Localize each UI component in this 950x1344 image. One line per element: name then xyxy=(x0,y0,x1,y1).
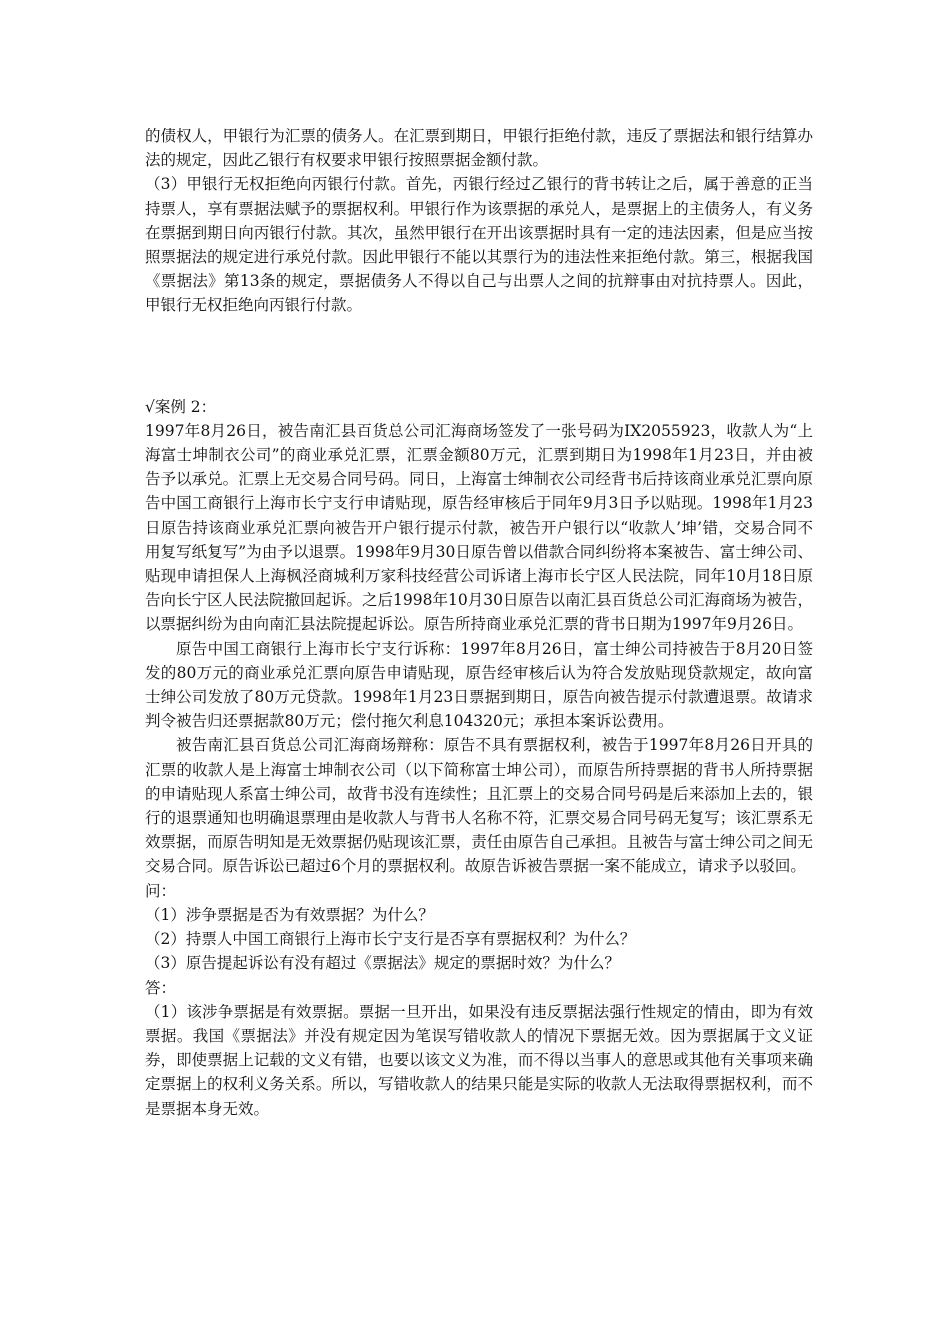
blank-space xyxy=(145,318,813,395)
paragraph-previous-answer-end: 的债权人，甲银行为汇票的债务人。在汇票到期日，甲银行拒绝付款，违反了票据法和银行结算办法的规定，因此乙银行有权要求甲银行按照票据金额付款。 xyxy=(145,127,813,170)
answer-label: 答： xyxy=(145,978,177,997)
paragraph-defendant-defense: 被告南汇县百货总公司汇海商场辩称：原告不具有票据权利，被告于1997年8月26日开具的汇票的收款人是上海富士坤制衣公司（以下简称富士坤公司），而原告所持票据的背书人所持票据的申请贴现人系富士绅公司，故背书没有连续性；且汇票上的交易合同号码是后来添加上去的，银行的退票通知也明确退票理由是收款人与背书人名称不符，汇票交易合同号码无复写；该汇票系无效票据，而原告明知是无效票据仍贴现该汇票，责任由原告自己承担。且被告与富士绅公司之间无交易合同。原告诉讼已超过6个月的票据权利。故原告诉被告票据一案不能成立，请求予以驳回。 xyxy=(145,736,813,876)
paragraph-case-facts: 1997年8月26日，被告南汇县百货总公司汇海商场签发了一张号码为IX2055923，收款人为“上海富士坤制衣公司”的商业承兑汇票，汇票金额80万元，汇票到期日为1998年1月23日，并由被告予以承兑。汇票上无交易合同号码。同日，上海富士绅制衣公司经背书后持该商业承兑汇票向原告中国工商银行上海市长宁支行申请贴现，原告经审核后于同年9月3日予以贴现。1998年1月23日原告持该商业承兑汇票向被告开户银行提示付款，被告开户银行以“收款人’坤’错，交易合同不用复写纸复写”为由予以退票。1998年9月30日原告曾以借款合同纠纷将本案被告、富士绅公司、贴现申请担保人上海枫泾商城利万家科技经营公司诉诸上海市长宁区人民法院，同年10月18日原告向长宁区人民法院撤回起诉。之后1998年10月30日原告以南汇县百货总公司汇海商场为被告，以票据纠纷为由向南汇县法院提起诉讼。原告所持商业承兑汇票的背书日期为1997年9月26日。 xyxy=(145,421,813,634)
paragraph-plaintiff-claim: 原告中国工商银行上海市长宁支行诉称：1997年8月26日，富士绅公司持被告于8月20日签发的80万元的商业承兑汇票向原告申请贴现，原告经审核后认为符合发放贴现贷款规定，故向富士绅公司发放了80万元贷款。1998年1月23日票据到期日，原告向被告提示付款遭退票。故请求判令被告归还票据款80万元；偿付拖欠利息104320元；承担本案诉讼费用。 xyxy=(145,639,813,731)
question-3: （3）原告提起诉讼有没有超过《票据法》规定的票据时效？为什么？ xyxy=(145,954,620,973)
question-label: 问： xyxy=(145,881,177,900)
document-body xyxy=(145,124,813,1121)
answer-1: （1）该涉争票据是有效票据。票据一旦开出，如果没有违反票据法强行性规定的情由，即为有效票据。我国《票据法》并没有规定因为笔误写错收款人的情况下票据无效。因为票据属于文义证券，即使票据上记载的文义有错，也要以该文义为准，而不得以当事人的意思或其他有关事项来确定票据上的权利义务关系。所以，写错收款人的结果只能是实际的收款人无法取得票据权利，而不是票据本身无效。 xyxy=(145,1002,813,1118)
case-title: √案例 2： xyxy=(145,397,217,416)
question-1: （1）涉争票据是否为有效票据？为什么？ xyxy=(145,905,434,924)
question-2: （2）持票人中国工商银行上海市长宁支行是否享有票据权利？为什么？ xyxy=(145,930,636,949)
paragraph-answer-3: （3）甲银行无权拒绝向丙银行付款。首先，丙银行经过乙银行的背书转让之后，属于善意的正当持票人，享有票据法赋予的票据权利。甲银行作为该票据的承兑人，是票据上的主债务人，有义务在票据到期日向丙银行付款。其次，虽然甲银行在开出该票据时具有一定的违法因素，但是应当按照票据法的规定进行承兑付款。因此甲银行不能以其票行为的违法性来拒绝付款。第三，根据我国《票据法》第13条的规定，票据债务人不得以自己与出票人之间的抗辩事由对抗持票人。因此，甲银行无权拒绝向丙银行付款。 xyxy=(145,175,813,315)
